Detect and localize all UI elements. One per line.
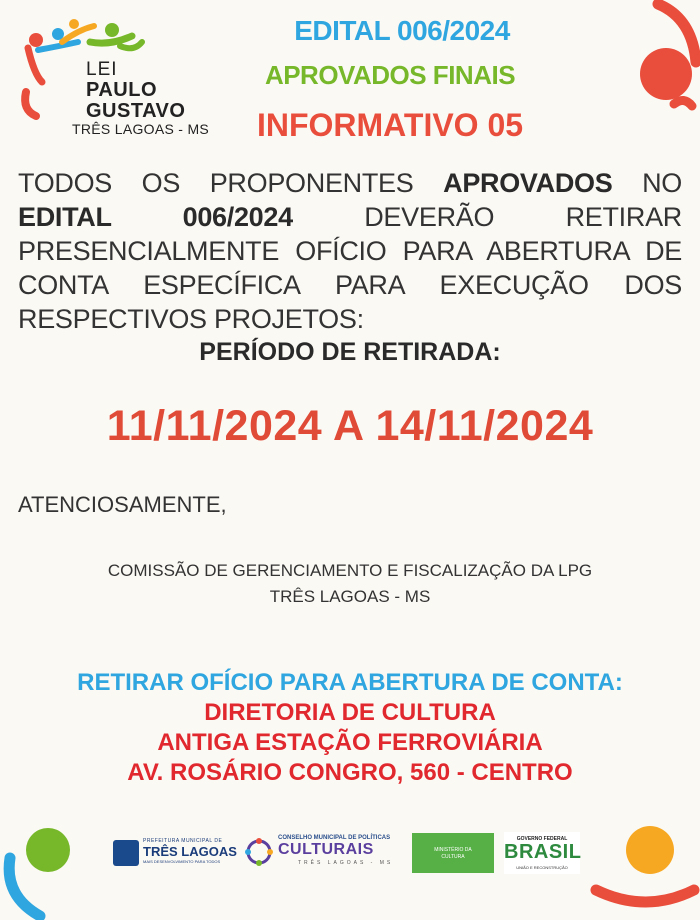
paragraph-part-3: DEVERÃO RETIRAR PRESENCIALMENTE OFÍCIO PARA ABERTURA DE CONTA ESPECÍFICA PARA EXECUÇÃO DOS RESPECTIVOS PROJETOS: <box>18 202 682 334</box>
prefeitura-tres-lagoas-logo <box>113 838 237 868</box>
conselho-culturais-logo <box>243 835 394 869</box>
city-crest-icon <box>113 840 139 866</box>
conselho-city: TRÊS LAGOAS - MS <box>298 860 394 866</box>
governo-name: BRASIL <box>504 841 582 863</box>
prefeitura-tagline: MAIS DESENVOLVIMENTO PARA TODOS <box>143 859 221 864</box>
prefeitura-label: PREFEITURA MUNICIPAL DE <box>143 838 223 844</box>
ministerio-line-2: CULTURA <box>441 854 465 860</box>
periodo-label: PERÍODO DE RETIRADA: <box>199 338 501 366</box>
closing-salutation: ATENCIOSAMENTE, <box>18 492 227 517</box>
logo-gustavo: GUSTAVO <box>86 100 186 122</box>
aprovados-title: APROVADOS FINAIS <box>264 60 516 90</box>
prefeitura-name: TRÊS LAGOAS <box>143 844 237 859</box>
address-line-3: AV. ROSÁRIO CONGRO, 560 - CENTRO <box>127 759 573 786</box>
conselho-emblem-icon <box>243 837 275 867</box>
governo-label: GOVERNO FEDERAL <box>516 836 568 842</box>
signature-committee: COMISSÃO DE GERENCIAMENTO E FISCALIZAÇÃO DA LPG <box>107 561 593 580</box>
ministerio-line-1: MINISTÉRIO DA <box>434 847 472 853</box>
governo-tagline: UNIÃO E RECONSTRUÇÃO <box>516 865 568 870</box>
bottom-right-decoration <box>590 820 700 920</box>
logo-wordmark <box>86 60 185 122</box>
paragraph-part-2: NO <box>612 168 683 198</box>
ministerio-label <box>412 847 494 861</box>
paragraph-bold-aprovados: APROVADOS <box>443 168 613 198</box>
conselho-name: CULTURAIS <box>278 841 374 858</box>
logo-city: TRÊS LAGOAS - MS <box>72 121 210 137</box>
governo-federal-logo <box>504 832 580 874</box>
address-line-1: DIRETORIA DE CULTURA <box>204 699 496 726</box>
ministerio-cultura-logo <box>412 833 494 873</box>
informativo-title: INFORMATIVO 05 <box>256 107 524 143</box>
bottom-left-decoration <box>0 820 80 920</box>
edital-title: EDITAL 006/2024 <box>294 15 510 46</box>
address-title: RETIRAR OFÍCIO PARA ABERTURA DE CONTA: <box>77 669 623 696</box>
periodo-dates: 11/11/2024 A 14/11/2024 <box>106 402 594 450</box>
main-paragraph <box>18 166 682 336</box>
paragraph-part-1: TODOS OS PROPONENTES <box>18 168 444 198</box>
conselho-label: CONSELHO MUNICIPAL DE POLÍTICAS <box>278 835 391 841</box>
paragraph-bold-edital: EDITAL 006/2024 <box>18 202 293 232</box>
top-right-decoration <box>600 0 700 120</box>
logo-paulo: PAULO <box>86 79 158 101</box>
signature-city: TRÊS LAGOAS - MS <box>269 587 431 606</box>
address-line-2: ANTIGA ESTAÇÃO FERROVIÁRIA <box>157 729 543 756</box>
logo-lei: LEI <box>86 59 118 80</box>
